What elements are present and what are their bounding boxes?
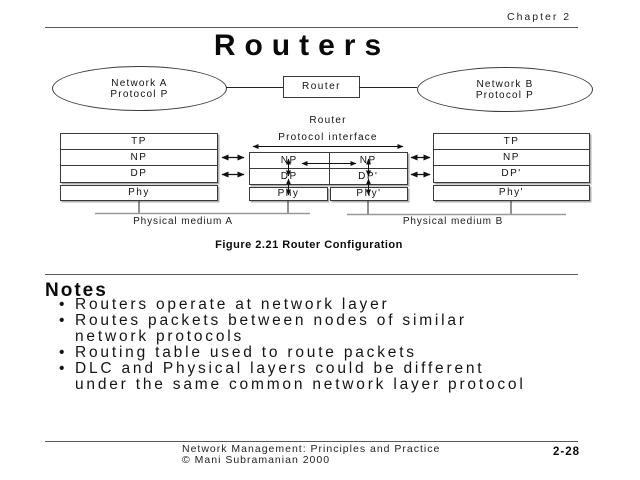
footer-line-1: Network Management: Principles and Practice: [182, 443, 441, 455]
note-bullet: [59, 297, 579, 313]
left-phy-box: Phy: [60, 185, 218, 201]
footer-rule: [45, 441, 578, 442]
footer-credit: [182, 444, 440, 466]
network-b-label: Network B Protocol P: [475, 78, 535, 101]
note-bullet: [59, 313, 579, 329]
bullet-icon: •: [59, 296, 68, 313]
chapter-label: Chapter 2: [507, 11, 572, 23]
header-rule: [45, 27, 578, 28]
notes-heading: Notes: [45, 280, 108, 301]
note-bullet-continuation: [59, 377, 579, 393]
stack-cell: DP': [329, 168, 408, 184]
notes-rule: [45, 274, 578, 275]
middle-protocol-stack: [249, 152, 408, 185]
protocol-interface-label: Protocol interface: [278, 132, 378, 143]
note-text: under the same common network layer protocol: [75, 376, 526, 393]
left-protocol-stack: [60, 133, 218, 183]
stack-row: NP: [434, 150, 589, 166]
note-text: Routes packets between nodes of similar: [75, 312, 467, 329]
stack-row: DP': [501, 168, 522, 179]
router-stack-label: Router: [309, 115, 347, 126]
note-text: Routing table used to route packets: [75, 344, 417, 361]
stack-cell: NP: [329, 153, 408, 168]
bullet-icon: •: [59, 312, 68, 329]
stack-row: TP: [61, 134, 217, 150]
network-a-ellipse: [52, 66, 227, 111]
figure-caption: Figure 2.21 Router Configuration: [215, 239, 403, 251]
note-bullet-continuation: [59, 329, 579, 345]
stack-row: DP: [130, 168, 148, 179]
stack-row: NP: [61, 150, 217, 166]
physical-medium-b-label: Physical medium B: [402, 216, 504, 227]
right-phy-box: Phy': [433, 185, 590, 201]
bullet-icon: •: [59, 344, 68, 361]
bullet-icon: •: [59, 360, 68, 377]
page-number: 2-28: [553, 446, 581, 458]
stack-cell: NP: [280, 155, 298, 166]
note-text: network protocols: [75, 328, 245, 345]
page-title: Routers: [213, 29, 391, 62]
note-bullet: [59, 345, 579, 361]
network-b-ellipse: [417, 67, 593, 112]
physical-medium-a-label: Physical medium A: [133, 216, 233, 227]
stack-row: TP: [434, 134, 589, 150]
middle-phy-left-box: Phy: [249, 187, 328, 201]
router-box: Router: [283, 76, 360, 98]
note-bullet: [59, 361, 579, 377]
middle-phy-right-box: Phy': [330, 187, 408, 201]
note-text: Routers operate at network layer: [75, 296, 390, 313]
network-a-label: Network A Protocol P: [110, 77, 169, 100]
note-text: DLC and Physical layers could be different: [75, 360, 485, 377]
footer-line-2: © Mani Subramanian 2000: [182, 454, 331, 466]
stack-cell: DP: [250, 168, 329, 184]
notes-list: [59, 297, 579, 393]
right-protocol-stack: [433, 133, 590, 183]
